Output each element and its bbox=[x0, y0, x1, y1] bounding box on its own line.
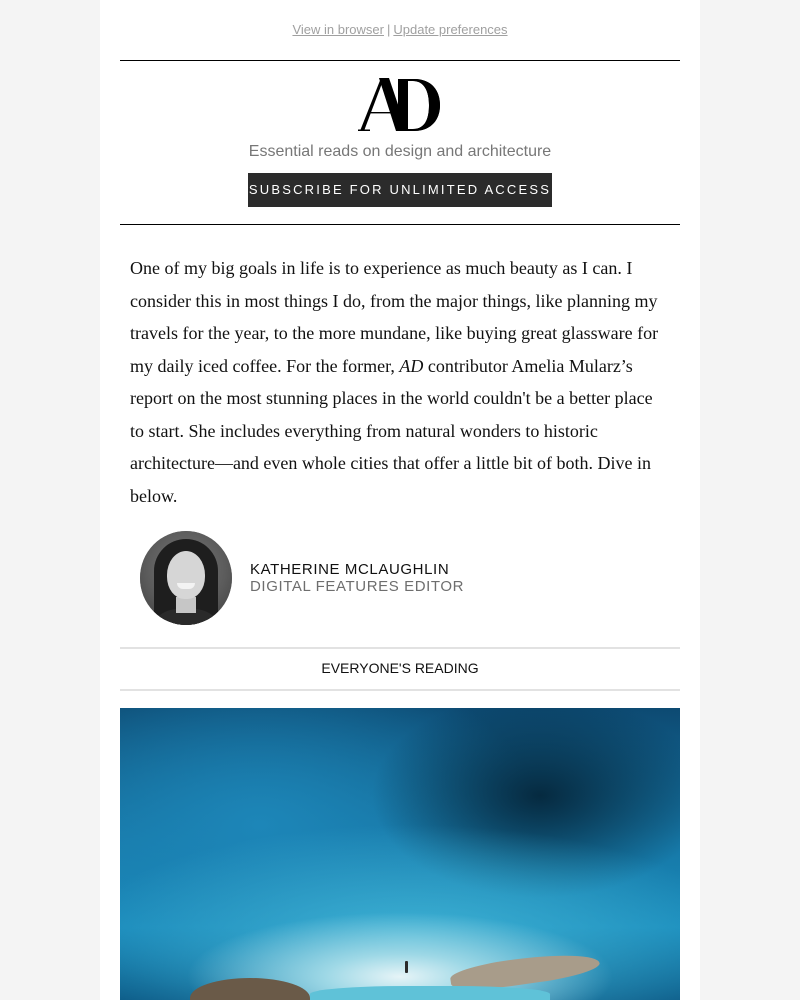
header-top-divider bbox=[120, 60, 680, 61]
intro-italic-ad: AD bbox=[399, 355, 424, 376]
author-signature bbox=[140, 531, 464, 625]
subscribe-button[interactable]: SUBSCRIBE FOR UNLIMITED ACCESS bbox=[248, 173, 552, 207]
person-silhouette bbox=[405, 961, 408, 973]
preheader-separator: | bbox=[386, 22, 391, 37]
author-name: KATHERINE MCLAUGHLIN bbox=[250, 561, 450, 578]
preheader bbox=[100, 22, 700, 38]
section-bottom-divider bbox=[120, 689, 680, 691]
avatar bbox=[140, 531, 232, 625]
section-heading: EVERYONE'S READING bbox=[321, 660, 479, 676]
intro-paragraph bbox=[130, 252, 670, 512]
author-title: DIGITAL FEATURES EDITOR bbox=[250, 578, 465, 595]
intro-text-part2: contributor Amelia Mularz’s report on the most stunning places in the world couldn't be a better place to start. She includes everything from natural wonders to historic architecture—and even whole cities that offer a little bit of both. Dive in below. bbox=[130, 355, 653, 506]
header-bottom-divider bbox=[120, 224, 680, 225]
section-top-divider bbox=[120, 647, 680, 649]
update-preferences-link[interactable]: Update preferences bbox=[393, 22, 508, 37]
ad-logo-icon bbox=[358, 74, 442, 132]
author-text bbox=[250, 561, 464, 595]
intro-text-part1: One of my big goals in life is to experience as much beauty as I can. I consider this in most things I do, from the major things, like planning my travels for the year, to the more mundane, like buying great glassware for my daily iced coffee. For the former, bbox=[130, 258, 659, 376]
email-body bbox=[100, 0, 700, 1000]
hero-image-ice-cave[interactable] bbox=[120, 708, 680, 1000]
view-in-browser-link[interactable]: View in browser bbox=[292, 22, 384, 37]
ad-logo[interactable] bbox=[100, 74, 700, 134]
tagline: Essential reads on design and architecture bbox=[248, 143, 552, 160]
